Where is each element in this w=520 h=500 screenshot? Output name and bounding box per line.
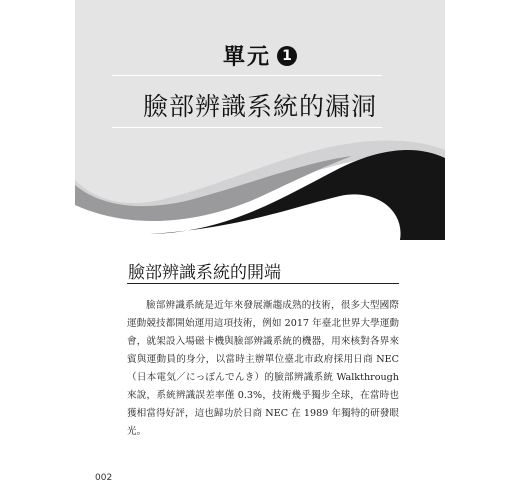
section-title-underline [127, 283, 399, 284]
title-rule-bottom [112, 127, 382, 128]
title-rule-top [112, 75, 382, 76]
unit-label: 單元 [222, 45, 271, 70]
page-number: 002 [95, 473, 113, 483]
unit-number-badge: 1 [277, 46, 297, 66]
unit-heading [0, 40, 520, 71]
body-paragraph: 臉部辨識系統是近年來發展漸趨成熟的技術，很多大型國際運動競技都開始運用這項技術，例如 2017 年臺北世界大學運動會，就架設入場磁卡機與臉部辨識系統的機器，用來核對各界來賓與運動員的身分，以當時主辦單位臺北市政府採用日商 NEC（日本電気／にっぽんでんき）的臉部辨識系統 Walkthrough 來說，系統辨識誤差率僅 0.3%，技術幾乎獨步全球，在當時也獲相當得好評，這也歸功於日商 NEC 在 1989 年獨特的研發眼光。 [127, 300, 399, 437]
section-title: 臉部辨識系統的開端 [128, 263, 281, 283]
chapter-title: 臉部辨識系統的漏洞 [142, 92, 377, 121]
